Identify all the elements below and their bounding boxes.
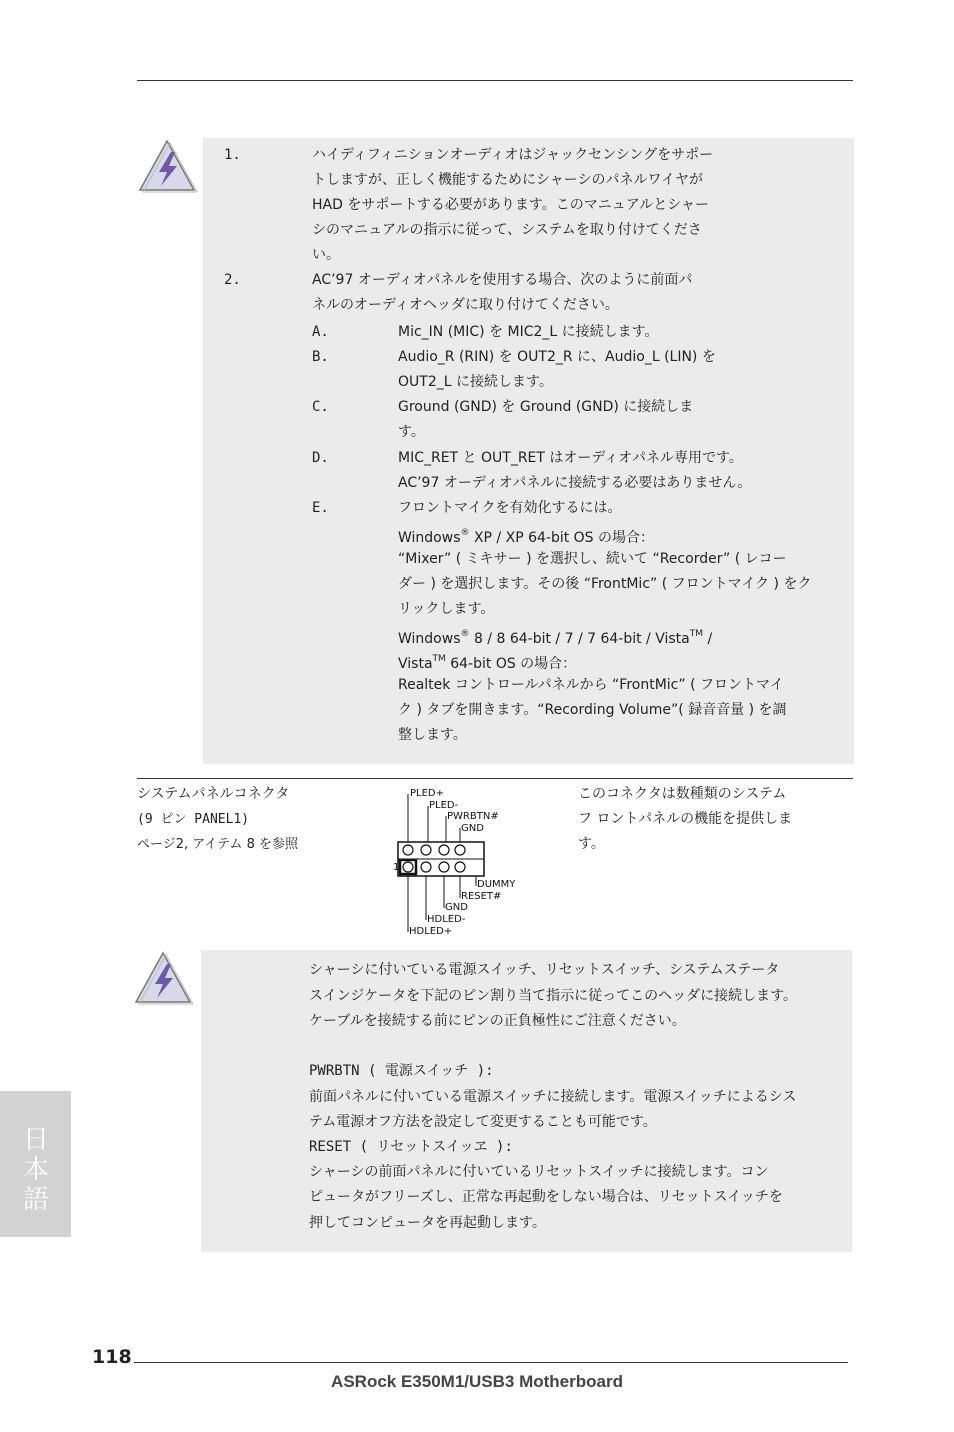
page-number: 118 <box>92 1346 132 1368</box>
pin-label: HDLED- <box>427 914 466 925</box>
pwrbtn-heading: PWRBTN ( 電源スイッチ ): <box>309 1063 494 1079</box>
e-line: ダー ) を選択します。その後 “FrontMic” ( フロントマイク ) をク <box>398 576 812 592</box>
system-panel-title: システムパネルコネクタ <box>137 786 290 802</box>
windows-8-rest: 8 / 8 64-bit / 7 / 7 64-bit / Vista <box>469 631 690 647</box>
sub-e-line: フロントマイクを有効化するには。 <box>398 500 622 516</box>
vista-text: Vista <box>398 656 433 672</box>
sub-b-line: OUT2_L に接続します。 <box>398 374 553 390</box>
note2-line: シャーシに付いている電源スイッチ、リセットスイッチ、システムステータ <box>309 962 780 978</box>
e-line: Realtek コントロールパネルから “FrontMic” ( フロントマイ <box>398 677 784 693</box>
pin-label: PLED+ <box>410 788 444 799</box>
system-panel-ref: ページ2, アイテム 8 を参照 <box>137 837 298 852</box>
system-panel-desc: このコネクタは数種類のシステム <box>578 786 787 802</box>
windows-text: Windows <box>398 530 461 546</box>
note2-line: 前面パネルに付いている電源スイッチに接続します。電源スイッチによるシス <box>309 1089 797 1105</box>
note2-line: ピュータがフリーズし、正常な再起動をしない場合は、リセットスイッチを <box>309 1189 783 1205</box>
top-rule <box>137 80 853 81</box>
sub-d-letter: D. <box>312 450 329 466</box>
e-line: リックします。 <box>398 601 495 617</box>
vista-rest: 64-bit OS の場合： <box>445 656 577 672</box>
sub-b-letter: B. <box>312 349 329 365</box>
pin-label: GND <box>461 823 484 834</box>
note2-line: スインジケータを下記のピン割り当て指示に従ってこのヘッダに接続します。 <box>309 988 797 1004</box>
sub-b-line: Audio_R (RIN) を OUT2_R に、Audio_L (LIN) を <box>398 349 716 365</box>
pin-label: PLED- <box>429 800 459 811</box>
pin-label: HDLED+ <box>409 926 453 937</box>
sub-a-letter: A. <box>312 324 329 340</box>
pin-one-label: 1 <box>393 862 400 873</box>
note1-item2-line: ネルのオーディオヘッダに取り付けてください。 <box>312 297 619 313</box>
windows-text: Windows <box>398 631 461 647</box>
sub-d-line: MIC_RET と OUT_RET はオーディオパネル専用です。 <box>398 450 743 466</box>
pin-label: PWRBTN# <box>447 811 499 822</box>
trademark: TM <box>689 629 703 639</box>
note1-item2-line: AC’97 オーディオパネルを使用する場合、次のように前面パ <box>312 272 693 288</box>
sub-d-line: AC’97 オーディオパネルに接続する必要はありません。 <box>398 475 752 491</box>
system-panel-pins: (9 ピン PANEL1) <box>137 812 250 827</box>
sub-a-line: Mic_IN (MIC) を MIC2_L に接続します。 <box>398 324 659 340</box>
warning-icon <box>137 138 197 194</box>
system-panel-desc: フ ロントパネルの機能を提供しま <box>578 811 793 827</box>
note1-item1-line: HAD をサポートする必要があります。このマニュアルとシャー <box>312 197 709 213</box>
pin-label: DUMMY <box>477 879 516 890</box>
sub-c-letter: C. <box>312 399 329 415</box>
note2-line: テム電源オフ方法を設定して変更することも可能です。 <box>309 1114 657 1130</box>
note1-item2-num: 2. <box>224 272 241 288</box>
footer-title: ASRock E350M1/USB3 Motherboard <box>331 1372 623 1391</box>
language-tab-label: 日本語 <box>22 1125 49 1215</box>
note2-line: 押してコンピュータを再起動します。 <box>309 1215 546 1231</box>
e-line: ク ) タブを開きます。“Recording Volume”( 録音音量 ) を調 <box>398 702 787 718</box>
section-rule <box>137 778 853 779</box>
note1-item1-line: ハイディフィニションオーディオはジャックセンシングをサポー <box>312 147 714 163</box>
pin-label: GND <box>445 902 468 913</box>
footer-rule <box>134 1362 848 1363</box>
note2-line: ケーブルを接続する前にピンの正負極性にご注意ください。 <box>309 1013 686 1029</box>
warning-icon <box>133 950 193 1006</box>
trademark: TM <box>432 654 446 664</box>
e-line: 整します。 <box>398 727 467 743</box>
sub-c-line: す。 <box>398 424 425 440</box>
note1-item1-line: シのマニュアルの指示に従って、システムを取り付けてくださ <box>312 222 702 238</box>
sub-e-letter: E. <box>312 500 329 516</box>
windows-8-rest2: / <box>703 631 713 647</box>
reset-heading: RESET ( リセットスイッヱ ): <box>309 1139 513 1155</box>
system-panel-desc: す。 <box>578 836 605 852</box>
note1-item1-num: 1. <box>224 147 241 163</box>
note1-item1-line: トしますが、正しく機能するためにシャーシのパネルワイヤが <box>312 172 704 188</box>
registered-mark: ® <box>460 528 470 538</box>
note2-line: シャーシの前面パネルに付いているリセットスイッチに接続します。コン <box>309 1164 769 1180</box>
registered-mark: ® <box>460 629 470 639</box>
e-line: “Mixer” ( ミキサー ) を選択し、続いて “Recorder” ( レコー <box>398 551 787 567</box>
pin-label: RESET# <box>461 891 502 902</box>
note1-item1-line: い。 <box>312 247 340 263</box>
sub-c-line: Ground (GND) を Ground (GND) に接続しま <box>398 399 694 415</box>
windows-xp-rest: XP / XP 64-bit OS の場合： <box>469 530 655 546</box>
